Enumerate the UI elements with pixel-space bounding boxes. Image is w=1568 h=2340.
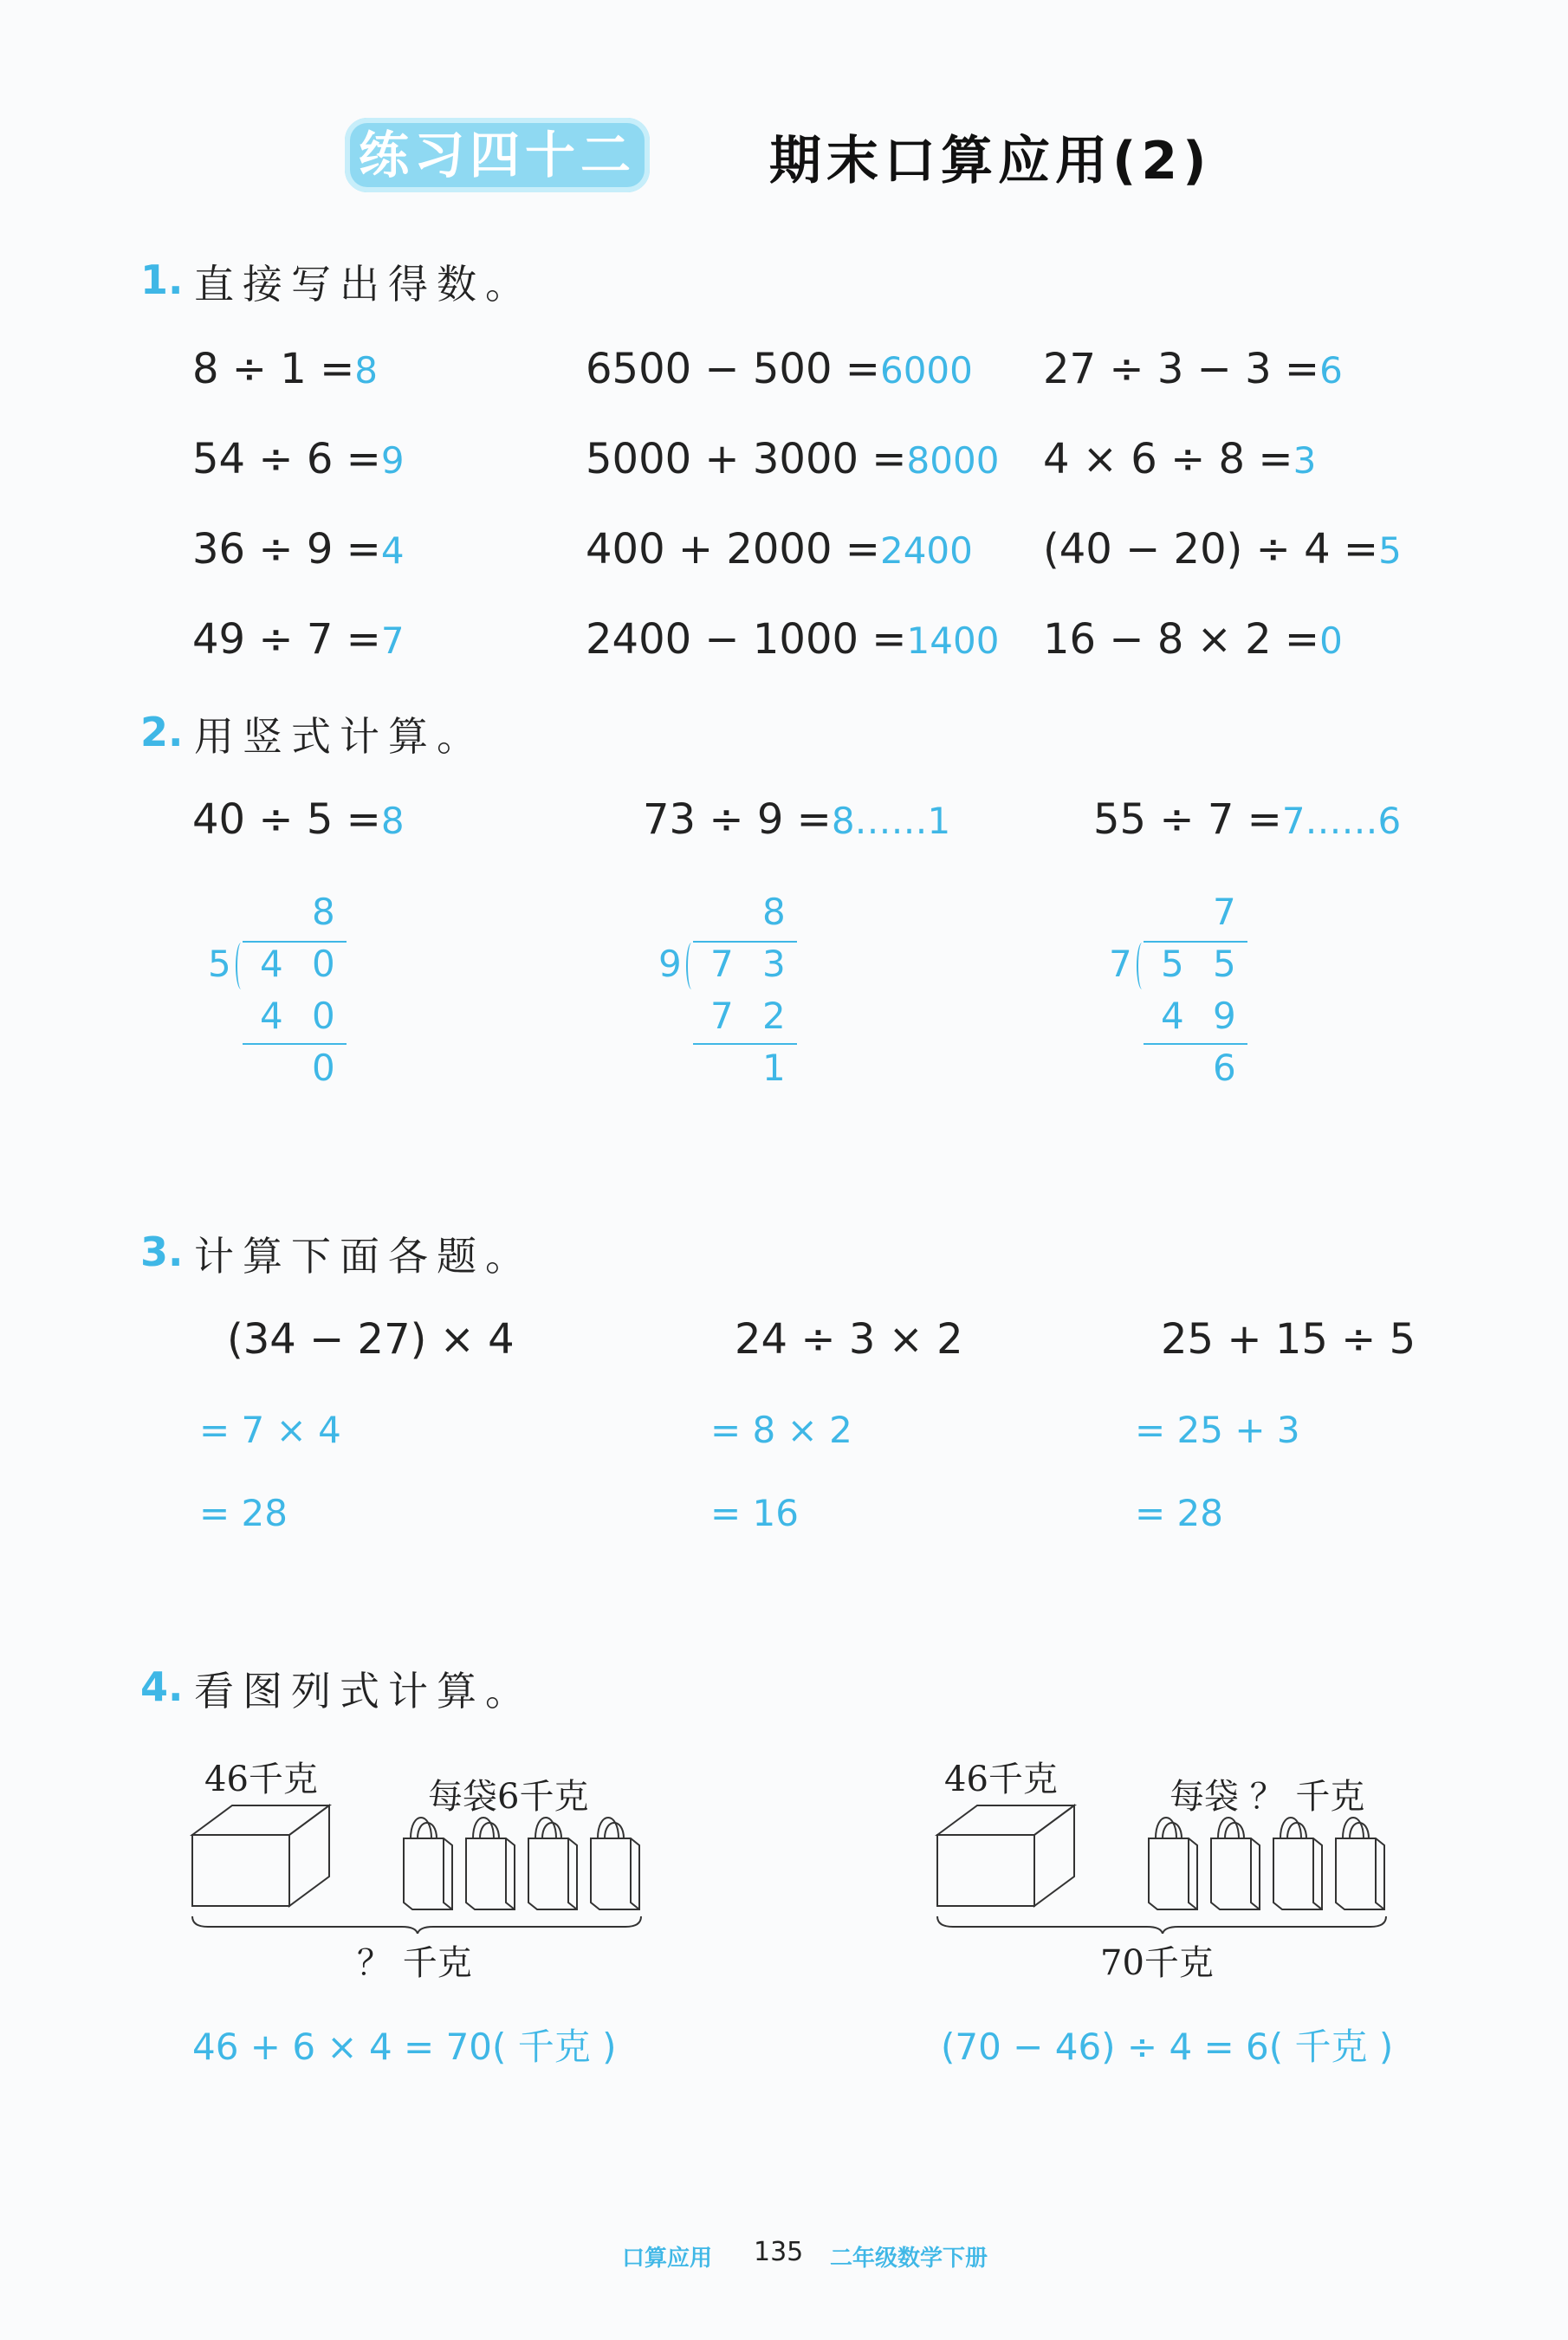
ld-quotient: 7 [1213, 891, 1236, 933]
section-2-title: 用竖式计算。 [194, 713, 485, 760]
mental-answer: 1400 [906, 619, 1000, 662]
mental-answer: 5 [1378, 529, 1402, 572]
section-3-number: 3. [140, 1228, 184, 1275]
page-title: 期末口算应用(2) [769, 131, 1212, 191]
mental-answer: 8000 [906, 439, 1000, 482]
mental-question: 54 ÷ 6 =9 [192, 435, 405, 483]
vertical-answer: 7……6 [1281, 800, 1402, 842]
ld-product-digit: 2 [762, 995, 786, 1037]
mental-question: 2400 − 1000 =1400 [586, 615, 1000, 664]
mental-question: 4 × 6 ÷ 8 =3 [1043, 435, 1317, 483]
mental-question: 16 − 8 × 2 =0 [1043, 615, 1343, 664]
bag-weight-label: 每袋6千克 [428, 1777, 589, 1817]
mental-answer: 6 [1319, 349, 1343, 392]
ld-dividend-digit: 0 [312, 943, 335, 985]
expression-step: = 25 + 3 [1135, 1409, 1300, 1451]
expression-step: = 28 [199, 1492, 288, 1534]
section-4-title: 看图列式计算。 [194, 1668, 534, 1714]
ld-dividend-digit: 5 [1161, 943, 1184, 985]
exercise-badge-label: 练习四十二 [358, 126, 636, 185]
section-3-title: 计算下面各题。 [194, 1233, 534, 1280]
ld-bracket [686, 943, 700, 989]
mental-answer: 8 [354, 349, 379, 392]
ld-bracket [236, 943, 249, 989]
mental-answer: 6000 [879, 349, 973, 392]
ld-sub-line [693, 1043, 797, 1045]
box-weight-label: 46千克 [944, 1760, 1058, 1799]
ld-divisor: 5 [208, 943, 231, 985]
ld-product-digit: 4 [1161, 995, 1184, 1037]
box-and-bags-illustration [182, 1795, 650, 1934]
mental-answer: 2400 [879, 529, 973, 572]
vertical-question: 40 ÷ 5 =8 [192, 795, 405, 844]
section-1-number: 1. [140, 256, 184, 303]
section-1-title: 直接写出得数。 [194, 261, 534, 308]
ld-dividend-digit: 4 [260, 943, 283, 985]
vertical-question: 55 ÷ 7 =7……6 [1093, 795, 1402, 844]
box-and-bags-illustration [927, 1795, 1395, 1934]
footer-right: 二年级数学下册 [830, 2246, 988, 2272]
ld-remainder: 0 [312, 1047, 335, 1089]
mental-answer: 3 [1293, 439, 1317, 482]
ld-product-digit: 9 [1213, 995, 1236, 1037]
ld-product-digit: 4 [260, 995, 283, 1037]
mental-question: (40 − 20) ÷ 4 =5 [1043, 525, 1402, 574]
ld-quotient: 8 [312, 891, 335, 933]
mental-question: 400 + 2000 =2400 [586, 525, 973, 574]
mental-question: 5000 + 3000 =8000 [586, 435, 1000, 483]
footer-left: 口算应用 [622, 2246, 713, 2272]
ld-dividend-digit: 5 [1213, 943, 1236, 985]
ld-bracket [1137, 943, 1150, 989]
ld-dividend-digit: 7 [710, 943, 734, 985]
mental-question: 6500 − 500 =6000 [586, 345, 973, 393]
bag-weight-label: 每袋 ？ 千克 [1170, 1777, 1365, 1817]
vertical-answer: 8……1 [831, 800, 951, 842]
ld-divisor: 9 [658, 943, 682, 985]
mental-answer: 4 [380, 529, 405, 572]
expression-step: = 16 [710, 1492, 799, 1534]
section-2-number: 2. [140, 709, 184, 755]
total-weight-label: ？ 千克 [357, 1943, 472, 1983]
figure-answer: (70 − 46) ÷ 4 = 6( 千克 ) [941, 2026, 1394, 2068]
expression-question: 25 + 15 ÷ 5 [1161, 1315, 1416, 1364]
page-number: 135 [754, 2237, 804, 2267]
mental-answer: 7 [380, 619, 405, 662]
expression-step: = 28 [1135, 1492, 1223, 1534]
expression-step: = 7 × 4 [199, 1409, 341, 1451]
section-4-number: 4. [140, 1663, 184, 1710]
mental-question: 36 ÷ 9 =4 [192, 525, 405, 574]
ld-sub-line [243, 1043, 347, 1045]
figure-answer: 46 + 6 × 4 = 70( 千克 ) [192, 2026, 617, 2068]
vertical-answer: 8 [380, 800, 405, 842]
ld-quotient: 8 [762, 891, 786, 933]
ld-product-digit: 0 [312, 995, 335, 1037]
ld-remainder: 1 [762, 1047, 786, 1089]
mental-question: 8 ÷ 1 =8 [192, 345, 379, 393]
ld-product-digit: 7 [710, 995, 734, 1037]
expression-step: = 8 × 2 [710, 1409, 852, 1451]
ld-remainder: 6 [1213, 1047, 1236, 1089]
total-weight-label: 70千克 [1100, 1943, 1214, 1983]
mental-answer: 0 [1319, 619, 1343, 662]
box-weight-label: 46千克 [204, 1760, 318, 1799]
mental-answer: 9 [380, 439, 405, 482]
mental-question: 27 ÷ 3 − 3 =6 [1043, 345, 1343, 393]
ld-dividend-digit: 3 [762, 943, 786, 985]
ld-sub-line [1144, 1043, 1247, 1045]
vertical-question: 73 ÷ 9 =8……1 [643, 795, 951, 844]
expression-question: (34 − 27) × 4 [227, 1315, 515, 1364]
ld-divisor: 7 [1109, 943, 1132, 985]
mental-question: 49 ÷ 7 =7 [192, 615, 405, 664]
expression-question: 24 ÷ 3 × 2 [735, 1315, 963, 1364]
